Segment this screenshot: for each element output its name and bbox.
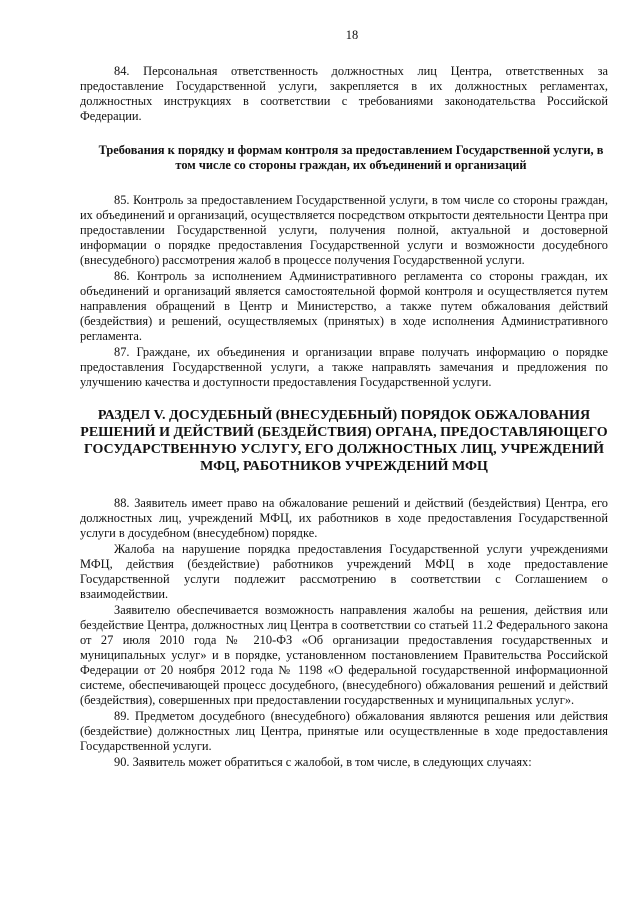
subheading-control-requirements: Требования к порядку и формам контроля за предоставлением Государственной услуги, в том числе со стороны граждан, их объединений и организаций (98, 143, 604, 172)
paragraph-88: 88. Заявитель имеет право на обжалование решений и действий (бездействия) Центра, его должностных лиц, учреждений МФЦ, их работников в ходе предоставления Государственной услуги в досудебном (внесудебном) порядке. (80, 496, 608, 540)
section-heading-line-1: РАЗДЕЛ V. ДОСУДЕБНЫЙ (ВНЕСУДЕБНЫЙ) ПОРЯДОК ОБЖАЛОВАНИЯ (97, 408, 591, 423)
page-number: 18 (345, 28, 359, 42)
paragraph-84: 84. Персональная ответственность должностных лиц Центра, ответственных за предоставление Государственной услуги, закрепляется в их должностных регламентах, должностных инструкциях в соответствии с требованиями законодательства Российской Федерации. (80, 64, 608, 123)
section-heading-line-4: МФЦ, РАБОТНИКОВ УЧРЕЖДЕНИЙ МФЦ (200, 459, 488, 474)
paragraph-complaint-possibility: Заявителю обеспечивается возможность направления жалобы на решения, действия или бездействие Центра, должностных лиц Центра в соответствии со статьей 11.2 Федерального закона от 27 июля 2010 года № 210-ФЗ «Об организации предоставления государственных и муниципальных услуг» и в порядке, установленном постановлением Правительства Российской Федерации от 20 ноября 2012 года № 1198 «О федеральной государственной информационной системе, обеспечивающей процесс досудебного, (внесудебного) обжалования решений и действий (бездействия), совершенных при предоставлении государственных и муниципальных услуг». (80, 603, 608, 707)
paragraph-complaint-mfc: Жалоба на нарушение порядка предоставления Государственной услуги учреждениями МФЦ, действия (бездействие) работников учреждений МФЦ в ходе предоставление Государственной услуги подлежит рассмотрению в соответствии с Соглашением о взаимодействии. (80, 542, 608, 601)
paragraph-87: 87. Граждане, их объединения и организации вправе получать информацию о порядке предоставления Государственной услуги, а также направлять замечания и предложения по улучшению качества и доступности предоставления Государственной услуги. (80, 345, 608, 389)
paragraph-86: 86. Контроль за исполнением Административного регламента со стороны граждан, их объединений и организаций является самостоятельной формой контроля и осуществляется путем направления обращений в Центр и Министерство, а также путем обжалования действий (бездействия) и решений, осуществляемых (принятых) в ходе исполнения Административного регламента. (80, 269, 608, 343)
section-heading-line-2: РЕШЕНИЙ И ДЕЙСТВИЙ (БЕЗДЕЙСТВИЯ) ОРГАНА, ПРЕДОСТАВЛЯЮЩЕГО (80, 425, 608, 440)
paragraph-85: 85. Контроль за предоставлением Государственной услуги, в том числе со стороны граждан, их объединений и организаций, осуществляется посредством открытости деятельности Центра при предоставлении Государственной услуги, получения полной, актуальной и достоверной информации о порядке предоставления Государственной услуги и возможности досудебного (внесудебного) рассмотрения жалоб в процессе получения Государственной услуги. (80, 193, 608, 267)
section-heading-line-3: ГОСУДАРСТВЕННУЮ УСЛУГУ, ЕГО ДОЛЖНОСТНЫХ ЛИЦ, УЧРЕЖДЕНИЙ (83, 442, 605, 457)
section-v-heading (80, 407, 608, 475)
paragraph-89: 89. Предметом досудебного (внесудебного) обжалования являются решения или действия (бездействие) должностных лиц Центра, принятые или осуществленные в ходе предоставления Государственной услуги. (80, 709, 608, 753)
paragraph-90: 90. Заявитель может обратиться с жалобой, в том числе, в следующих случаях: (114, 755, 532, 769)
